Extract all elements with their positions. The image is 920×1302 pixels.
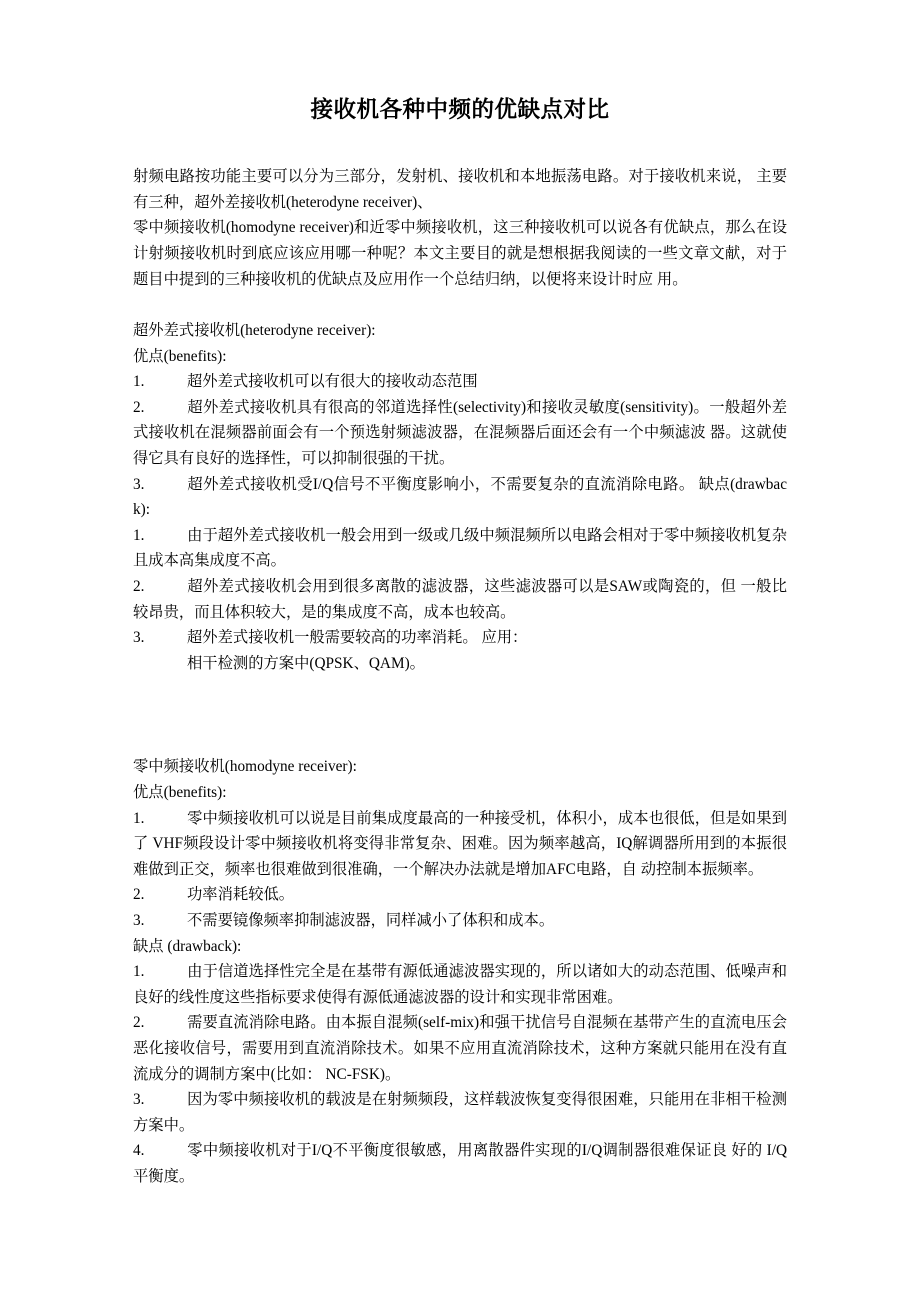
list-item-text: 超外差式接收机一般需要较高的功率消耗。 应用： <box>187 629 528 647</box>
list-item <box>133 369 787 395</box>
list-item-text: 因为零中频接收机的载波是在射频频段，这样载波恢复变得很困难，只能用在非相干检测方案中。 <box>133 1091 787 1134</box>
list-item-number: 3. <box>133 475 145 493</box>
list-item <box>133 1138 787 1189</box>
list-item-number: 2. <box>133 398 145 416</box>
intro-paragraph-1: 射频电路按功能主要可以分为三部分，发射机、接收机和本地振荡电路。对于接收机来说， 主要有三种，超外差接收机(heterodyne receiver)、 <box>133 168 787 211</box>
benefits-label-homodyne: 优点(benefits): <box>133 784 227 801</box>
list-item <box>133 908 787 934</box>
list-item-number: 3. <box>133 1091 145 1109</box>
drawbacks-label-homodyne: 缺点 (drawback): <box>133 937 242 955</box>
list-item <box>133 882 787 908</box>
intro-paragraph-2: 零中频接收机(homodyne receiver)和近零中频接收机，这三种接收机可以说各有优缺点，那么在设计射频接收机时到底应该应用哪一种呢？本文主要目的就是想根据我阅读的一些文章文献，对于题目中提到的三种接收机的优缺点及应用作一个总结归纳，以便将来设计时应 用。 <box>133 219 787 288</box>
list-item <box>133 806 787 883</box>
list-item-number: 3. <box>133 911 145 929</box>
list-item-number: 1. <box>133 809 145 827</box>
list-item-text: 超外差式接收机会用到很多离散的滤波器，这些滤波器可以是SAW或陶瓷的，但 一般比较昂贵，而且体积较大，是的集成度不高，成本也较高。 <box>133 578 787 621</box>
list-item-number: 1. <box>133 963 145 981</box>
list-item-text: 零中频接收机对于I/Q不平衡度很敏感，用离散器件实现的I/Q调制器很难保证良 好的 I/Q 平衡度。 <box>133 1142 787 1185</box>
list-item-number: 2. <box>133 578 145 596</box>
list-item-text: 超外差式接收机具有很高的邻道选择性(selectivity)和接收灵敏度(sensitivity)。一般超外差式接收机在混频器前面会有一个预选射频滤波器，在混频器后面还会有一个中频滤波 器。这就使得它具有良好的选择性，可以抑制很强的干扰。 <box>133 398 787 468</box>
section-heading-homodyne: 零中频接收机(homodyne receiver): <box>133 758 357 776</box>
list-item-number: 1. <box>133 526 145 544</box>
list-item <box>133 395 787 472</box>
list-item-text: 由于信道选择性完全是在基带有源低通滤波器实现的，所以诸如大的动态范围、低噪声和良好的线性度这些指标要求使得有源低通滤波器的设计和实现非常困难。 <box>133 963 787 1006</box>
list-item-number: 2. <box>133 1014 145 1032</box>
list-item-number: 3. <box>133 629 145 647</box>
page-title: 接收机各种中频的优缺点对比 <box>310 97 610 122</box>
list-item-text: 功率消耗较低。 <box>187 886 295 904</box>
document-body <box>133 0 787 1190</box>
list-item-text: 需要直流消除电路。由本振自混频(self-mix)和强干扰信号自混频在基带产生的直流电压会恶化接收信号，需要用到直流消除技术。如果不应用直流消除技术，这种方案就只能用在没有直流成分的调制方案中(比如： NC-FSK)。 <box>133 1014 787 1083</box>
list-item-text: 超外差式接收机可以有很大的接收动态范围 <box>187 373 478 391</box>
list-item <box>133 959 787 1010</box>
list-item-text: 零中频接收机可以说是目前集成度最高的一种接受机，体积小，成本也很低，但是如果到了 VHF频段设计零中频接收机将变得非常复杂、困难。因为频率越高，IQ解调器所用到的本振很难做到正交，频率也很难做到很准确，一个解决办法就是增加AFC电路，自 动控制本振频率。 <box>133 809 787 878</box>
list-item <box>133 625 787 651</box>
list-item <box>133 472 787 523</box>
list-item <box>133 523 787 574</box>
list-item-text: 超外差式接收机受I/Q信号不平衡度影响小，不需要复杂的直流消除电路。 缺点(drawback): <box>133 475 787 519</box>
list-item-number: 4. <box>133 1142 145 1160</box>
list-item-text: 不需要镜像频率抑制滤波器，同样减小了体积和成本。 <box>187 911 555 929</box>
list-item <box>133 1010 787 1087</box>
list-item-number: 1. <box>133 373 145 391</box>
list-item-text: 由于超外差式接收机一般会用到一级或几级中频混频所以电路会相对于零中频接收机复杂且成本高集成度不高。 <box>133 526 787 570</box>
list-item-number: 2. <box>133 886 145 904</box>
benefits-label-heterodyne: 优点(benefits): <box>133 347 227 365</box>
list-item <box>133 1087 787 1138</box>
list-item <box>133 574 787 625</box>
application-line-heterodyne: 相干检测的方案中(QPSK、QAM)。 <box>187 654 425 672</box>
section-heading-heterodyne: 超外差式接收机(heterodyne receiver): <box>133 322 376 340</box>
